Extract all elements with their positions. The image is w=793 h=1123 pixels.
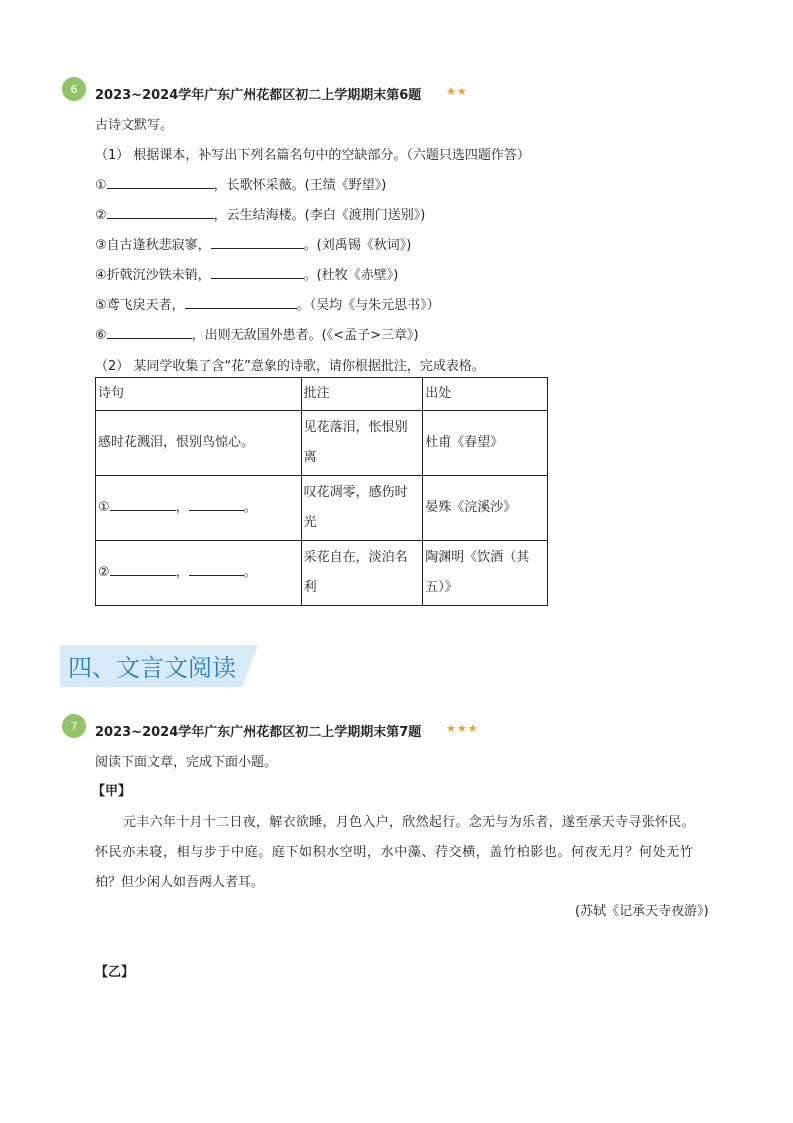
question-part-1: （1） 根据课本，补写出下列名篇名句中的空缺部分。（六题只选四题作答） bbox=[95, 148, 530, 163]
passage-label-yi: 【乙】 bbox=[95, 965, 135, 980]
answer-blank[interactable] bbox=[107, 327, 192, 339]
fill-item-prefix: ② bbox=[95, 208, 107, 223]
fill-item-suffix: ，长歌怀采薇。(王绩《野望》) bbox=[213, 178, 387, 193]
poem-prefix: ① bbox=[98, 500, 110, 515]
fill-item-2 bbox=[95, 204, 425, 223]
answer-blank[interactable] bbox=[189, 499, 244, 511]
answer-blank[interactable] bbox=[211, 237, 304, 249]
fill-item-prefix: ⑤鸢飞戾天者， bbox=[95, 298, 185, 313]
poem-end: 。 bbox=[243, 500, 257, 515]
question-part-2: （2） 某同学收集了含“花”意象的诗歌，请你根据批注，完成表格。 bbox=[95, 359, 485, 374]
fill-item-prefix: ⑥ bbox=[95, 328, 107, 343]
answer-blank[interactable] bbox=[107, 177, 214, 189]
table-header-poem: 诗句 bbox=[96, 378, 302, 411]
passage-source: (苏轼《记承天寺夜游》) bbox=[575, 904, 709, 919]
poem-cell: 感时花溅泪，恨别鸟惊心。 bbox=[96, 411, 302, 476]
annotation-line: 见花落泪，怅恨别 bbox=[303, 420, 408, 435]
table-row bbox=[96, 541, 548, 606]
fill-item-1 bbox=[95, 174, 386, 193]
table-header-source: 出处 bbox=[423, 378, 548, 411]
poem-cell bbox=[96, 476, 302, 541]
annotation-line: 离 bbox=[303, 450, 317, 465]
answer-blank[interactable] bbox=[211, 267, 304, 279]
answer-blank[interactable] bbox=[189, 564, 244, 576]
annotation-cell bbox=[301, 476, 423, 541]
passage-line: 柏？但少闲人如吾两人者耳。 bbox=[95, 875, 265, 890]
annotation-line: 叹花凋零，感伤时 bbox=[303, 485, 408, 500]
source-line: 陶渊明《饮酒（其 bbox=[425, 550, 530, 565]
annotation-cell bbox=[301, 541, 423, 606]
poem-separator: ， bbox=[175, 500, 189, 515]
annotation-line: 光 bbox=[303, 515, 317, 530]
question-number: 6 bbox=[70, 82, 78, 96]
fill-item-4 bbox=[95, 264, 398, 283]
passage-line: 元丰六年十月十二日夜，解衣欲睡，月色入户，欣然起行。念无与为乐者，遂至承天寺寻张怀民。 bbox=[123, 815, 695, 830]
poem-separator: ， bbox=[175, 565, 189, 580]
answer-blank[interactable] bbox=[110, 499, 176, 511]
question-intro: 阅读下面文章，完成下面小题。 bbox=[95, 755, 278, 770]
annotation-cell bbox=[301, 411, 423, 476]
fill-item-5 bbox=[95, 294, 440, 313]
fill-item-suffix: 。(刘禹锡《秋词》) bbox=[303, 238, 412, 253]
fill-item-prefix: ④折戟沉沙铁未销， bbox=[95, 268, 211, 283]
answer-blank[interactable] bbox=[110, 564, 176, 576]
poem-table bbox=[95, 377, 548, 606]
answer-blank[interactable] bbox=[107, 207, 214, 219]
annotation-line: 采花自在，淡泊名 bbox=[303, 550, 408, 565]
fill-item-prefix: ① bbox=[95, 178, 107, 193]
answer-blank[interactable] bbox=[185, 297, 297, 309]
fill-item-6 bbox=[95, 324, 419, 343]
fill-item-suffix: ，云生结海楼。(李白《渡荆门送别》) bbox=[213, 208, 426, 223]
poem-cell bbox=[96, 541, 302, 606]
fill-item-3 bbox=[95, 234, 411, 253]
question-intro: 古诗文默写。 bbox=[95, 118, 174, 133]
table-header-annotation: 批注 bbox=[301, 378, 423, 411]
difficulty-stars: ★★ bbox=[446, 85, 468, 98]
fill-item-suffix: ，出则无敌国外患者。(《<孟子>三章》) bbox=[191, 328, 419, 343]
source-cell bbox=[423, 541, 548, 606]
fill-item-suffix: 。（吴均《与朱元思书》） bbox=[296, 298, 440, 313]
section-title: 四、文言文阅读 bbox=[68, 654, 236, 682]
passage-line: 怀民亦未寝，相与步于中庭。庭下如积水空明，水中藻、荇交横，盖竹柏影也。何夜无月？何处无竹 bbox=[95, 845, 694, 860]
passage-label-jia: 【甲】 bbox=[92, 784, 132, 799]
difficulty-stars: ★★★ bbox=[446, 722, 479, 735]
table-header-row bbox=[96, 378, 548, 411]
table-row bbox=[96, 411, 548, 476]
source-cell: 杜甫《春望》 bbox=[423, 411, 548, 476]
question-title: 2023~2024学年广东广州花都区初二上学期期末第6题 bbox=[95, 88, 422, 103]
source-cell: 晏殊《浣溪沙》 bbox=[423, 476, 548, 541]
question-number-badge bbox=[62, 77, 86, 101]
source-line: 五）》 bbox=[425, 580, 458, 595]
question-number-badge bbox=[62, 714, 86, 738]
question-number: 7 bbox=[70, 719, 78, 733]
fill-item-suffix: 。(杜牧《赤壁》) bbox=[303, 268, 399, 283]
poem-prefix: ② bbox=[98, 565, 110, 580]
table-row bbox=[96, 476, 548, 541]
question-title: 2023~2024学年广东广州花都区初二上学期期末第7题 bbox=[95, 725, 422, 740]
fill-item-prefix: ③自古逢秋悲寂寥， bbox=[95, 238, 211, 253]
annotation-line: 利 bbox=[303, 580, 317, 595]
poem-end: 。 bbox=[243, 565, 257, 580]
